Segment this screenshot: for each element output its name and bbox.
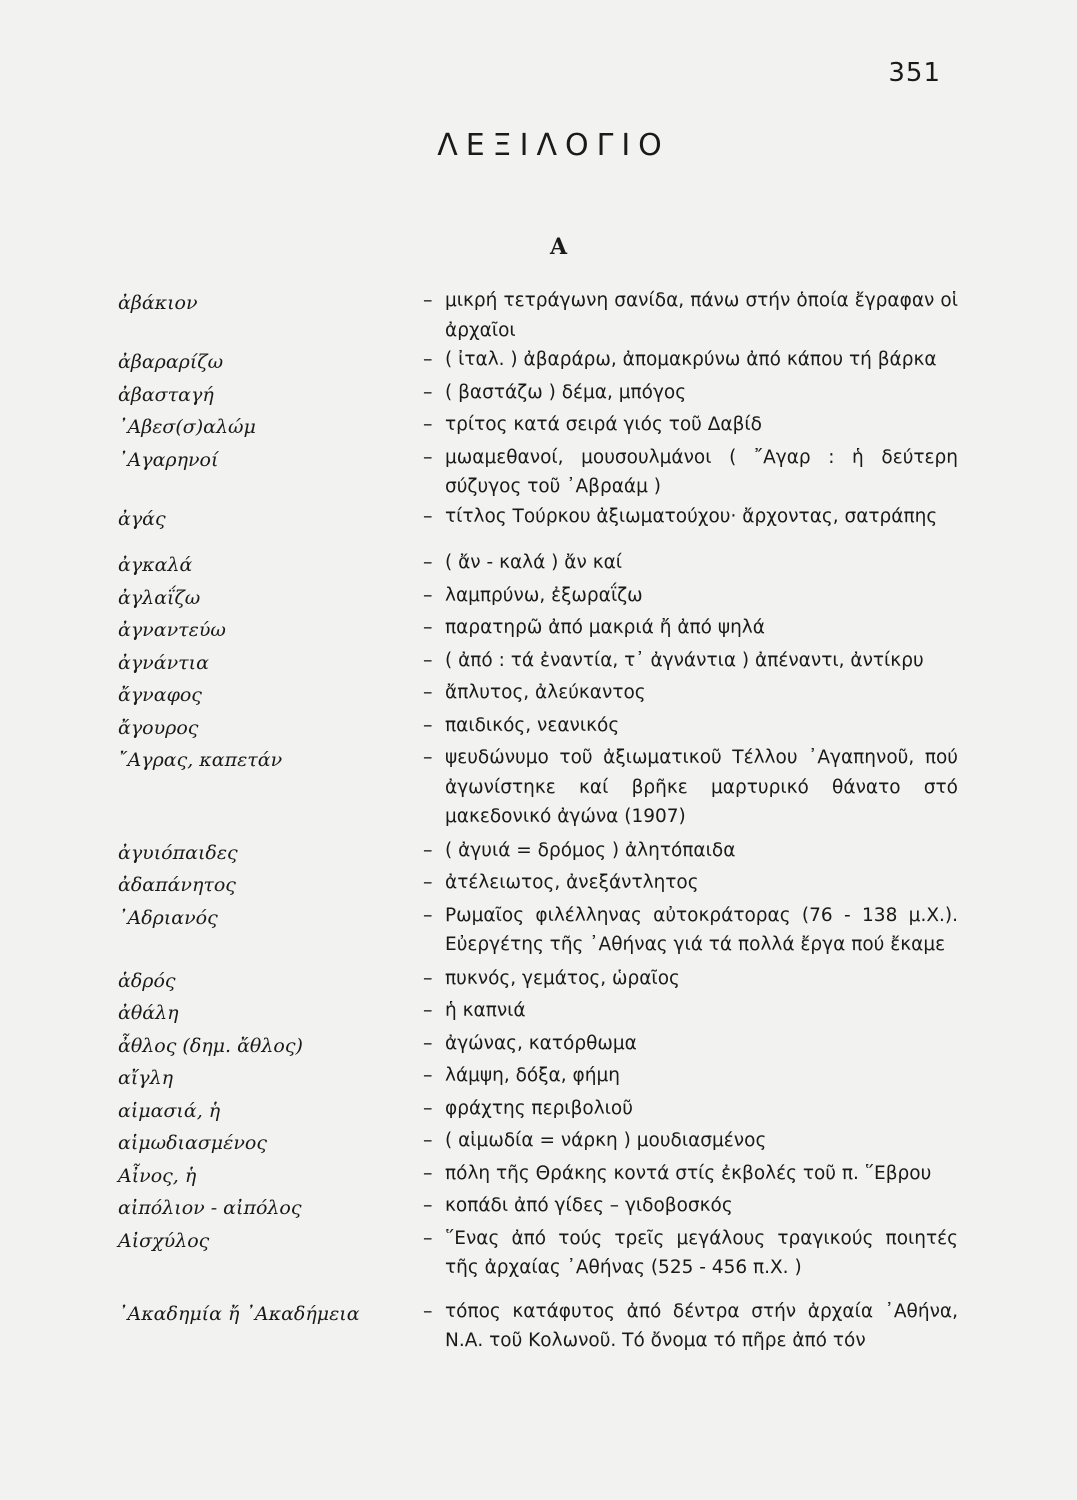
entry-dash: – <box>423 903 433 926</box>
entry-dash: – <box>423 648 433 671</box>
glossary-entry <box>118 502 958 535</box>
entry-dash: – <box>423 348 433 370</box>
glossary-entry <box>118 1126 958 1159</box>
glossary-entry <box>118 1224 958 1283</box>
entry-dash: – <box>423 1226 433 1249</box>
entry-definition: ( βαστάζω ) δέμα, μπόγος <box>445 381 687 403</box>
entry-definition: παρατηρῶ ἀπό μακριά ἤ ἀπό ψηλά <box>445 617 765 638</box>
entry-term: ᾿Αγαρηνοί <box>118 448 219 471</box>
entry-dash: – <box>423 504 433 527</box>
entry-term: ἀγάς <box>118 507 166 530</box>
entry-term: αἴγλη <box>118 1067 174 1089</box>
entry-definition: Ρωμαῖος φιλέλληνας αὐτοκράτορας (76 - 138 μ.Χ.). Εὐεργέτης τῆς ᾿Αθήνας γιά τά πολλά ἔργα πού ἔκαμε <box>445 904 958 955</box>
entry-term: ᾿Ακαδημία ἤ ᾿Ακαδήμεια <box>118 1302 360 1325</box>
entry-definition: φράχτης περιβολιοῦ <box>445 1097 633 1119</box>
entry-dash: – <box>423 1031 433 1054</box>
entry-definition: ψευδώνυμο τοῦ ἀξιωματικοῦ Τέλλου ᾿Αγαπηνοῦ, πού ἀγωνίστηκε καί βρῆκε μαρτυρικό θάνατο στό μακεδονικό ἀγώνα (1907) <box>445 747 958 827</box>
entry-definition: λάμψη, δόξα, φήμη <box>445 1065 620 1086</box>
entry-term: αἱμασιά, ἡ <box>118 1099 221 1122</box>
glossary-entry <box>118 836 958 869</box>
entry-term: ἄγναφος <box>118 684 202 706</box>
glossary-list <box>118 286 958 1356</box>
glossary-entry <box>118 868 958 901</box>
entry-term: Αἰσχύλος <box>118 1229 210 1252</box>
entry-dash: – <box>423 1064 433 1086</box>
entry-dash: – <box>423 1299 433 1322</box>
entry-definition: λαμπρύνω, ἐξωραΐζω <box>445 584 643 606</box>
glossary-entry <box>118 1191 958 1224</box>
entry-term: ἀβασταγή <box>118 383 214 406</box>
glossary-entry <box>118 1297 958 1356</box>
entry-definition: ἡ καπνιά <box>445 1000 526 1021</box>
page-number: 351 <box>888 58 941 88</box>
entry-term: ἀβάκιον <box>118 292 198 314</box>
entry-dash: – <box>423 380 433 403</box>
entry-dash: – <box>423 1194 433 1216</box>
entry-dash: – <box>423 289 433 311</box>
entry-dash: – <box>423 1161 433 1184</box>
entry-term: αἰπόλιον - αἰπόλος <box>118 1197 302 1219</box>
spacer <box>118 1283 958 1297</box>
entry-definition: ῞Ενας ἀπό τούς τρεῖς μεγάλους τραγικούς ποιητές τῆς ἀρχαίας ᾿Αθήνας (525 - 456 π.Χ. ) <box>445 1227 958 1278</box>
entry-definition: ( ἄν - καλά ) ἄν καί <box>445 552 623 573</box>
entry-definition: τίτλος Τούρκου ἀξιωματούχου· ἄρχοντας, σατράπης <box>445 505 938 527</box>
entry-definition: ( αἱμωδία = νάρκη ) μουδιασμένος <box>445 1130 767 1151</box>
entry-term: ἀγναντεύω <box>118 619 226 641</box>
spacer <box>118 534 958 548</box>
entry-dash: – <box>423 713 433 736</box>
glossary-entry <box>118 901 958 960</box>
page-title: ΛΕΞΙΛΟΓΙΟ <box>437 128 670 163</box>
section-letter: Α <box>549 234 568 260</box>
entry-term: Αἶνος, ἡ <box>118 1164 197 1187</box>
entry-term: ἀγλαΐζω <box>118 586 201 609</box>
entry-definition: ἀγώνας, κατόρθωμα <box>445 1032 637 1054</box>
entry-dash: – <box>423 1096 433 1119</box>
glossary-entry <box>118 548 958 581</box>
entry-term: αἱμωδιασμένος <box>118 1132 267 1154</box>
glossary-entry <box>118 345 958 378</box>
entry-definition: ἀτέλειωτος, ἀνεξάντλητος <box>445 872 699 893</box>
glossary-entry <box>118 581 958 614</box>
entry-dash: – <box>423 999 433 1021</box>
entry-term: ἀγνάντια <box>118 651 209 674</box>
glossary-entry <box>118 1061 958 1094</box>
entry-definition: μικρή τετράγωνη σανίδα, πάνω στήν ὁποία ἔγραφαν οἱ ἀρχαῖοι <box>445 290 958 341</box>
entry-dash: – <box>423 1129 433 1151</box>
entry-dash: – <box>423 746 433 768</box>
glossary-entry <box>118 286 958 345</box>
entry-term: ᾿Αδριανός <box>118 906 218 929</box>
entry-term: ἆθλος (δημ. ἄθλος) <box>118 1034 303 1057</box>
glossary-entry <box>118 1094 958 1127</box>
entry-definition: κοπάδι ἀπό γίδες – γιδοβοσκός <box>445 1195 733 1216</box>
glossary-entry <box>118 410 958 443</box>
entry-dash: – <box>423 413 433 435</box>
glossary-entry <box>118 1029 958 1062</box>
glossary-entry <box>118 996 958 1029</box>
entry-term: ἀγκαλά <box>118 554 193 576</box>
glossary-entry <box>118 378 958 411</box>
entry-definition: μωαμεθανοί, μουσουλμάνοι ( ῎Αγαρ : ἡ δεύτερη σύζυγος τοῦ ᾿Αβραάμ ) <box>445 446 958 497</box>
entry-definition: ( ἀγυιά = δρόμος ) ἀλητόπαιδα <box>445 839 736 861</box>
entry-dash: – <box>423 681 433 703</box>
entry-term: ἀγυιόπαιδες <box>118 841 238 864</box>
entry-definition: τρίτος κατά σειρά γιός τοῦ Δαβίδ <box>445 414 762 435</box>
entry-term: ἀδαπάνητος <box>118 874 236 896</box>
entry-dash: – <box>423 871 433 893</box>
entry-definition: τόπος κατάφυτος ἀπό δέντρα στήν ἀρχαία ᾿Αθήνα, Ν.Α. τοῦ Κολωνοῦ. Τό ὄνομα τό πῆρε ἀπό τόν <box>445 1300 958 1351</box>
glossary-entry <box>118 646 958 679</box>
entry-definition: παιδικός, νεανικός <box>445 714 620 736</box>
entry-term: ἀβαραρίζω <box>118 351 224 373</box>
entry-definition: ἄπλυτος, ἀλεύκαντος <box>445 682 646 703</box>
entry-definition: πόλη τῆς Θράκης κοντά στίς ἐκβολές τοῦ π. ῞Εβρου <box>445 1162 932 1184</box>
entry-dash: – <box>423 838 433 861</box>
glossary-entry <box>118 743 958 832</box>
entry-dash: – <box>423 551 433 573</box>
glossary-entry <box>118 613 958 646</box>
entry-term: ἄγουρος <box>118 716 199 739</box>
glossary-entry <box>118 678 958 711</box>
entry-definition: πυκνός, γεμάτος, ὡραῖος <box>445 967 680 989</box>
entry-term: ἀθάλη <box>118 1002 179 1024</box>
entry-dash: – <box>423 583 433 606</box>
entry-definition: ( ἀπό : τά ἐναντία, τ᾿ ἀγνάντια ) ἀπέναντι, ἀντίκρυ <box>445 649 924 671</box>
glossary-entry <box>118 1159 958 1192</box>
entry-term: ᾿Αβεσ(σ)αλώμ <box>118 416 256 438</box>
entry-definition: ( ἰταλ. ) ἀβαράρω, ἀπομακρύνω ἀπό κάπου τή βάρκα <box>445 349 937 370</box>
entry-term: ἁδρός <box>118 969 176 992</box>
entry-dash: – <box>423 966 433 989</box>
entry-term: ῎Αγρας, καπετάν <box>118 749 283 771</box>
glossary-entry <box>118 711 958 744</box>
entry-dash: – <box>423 616 433 638</box>
entry-dash: – <box>423 445 433 468</box>
glossary-entry <box>118 443 958 502</box>
glossary-entry <box>118 964 958 997</box>
